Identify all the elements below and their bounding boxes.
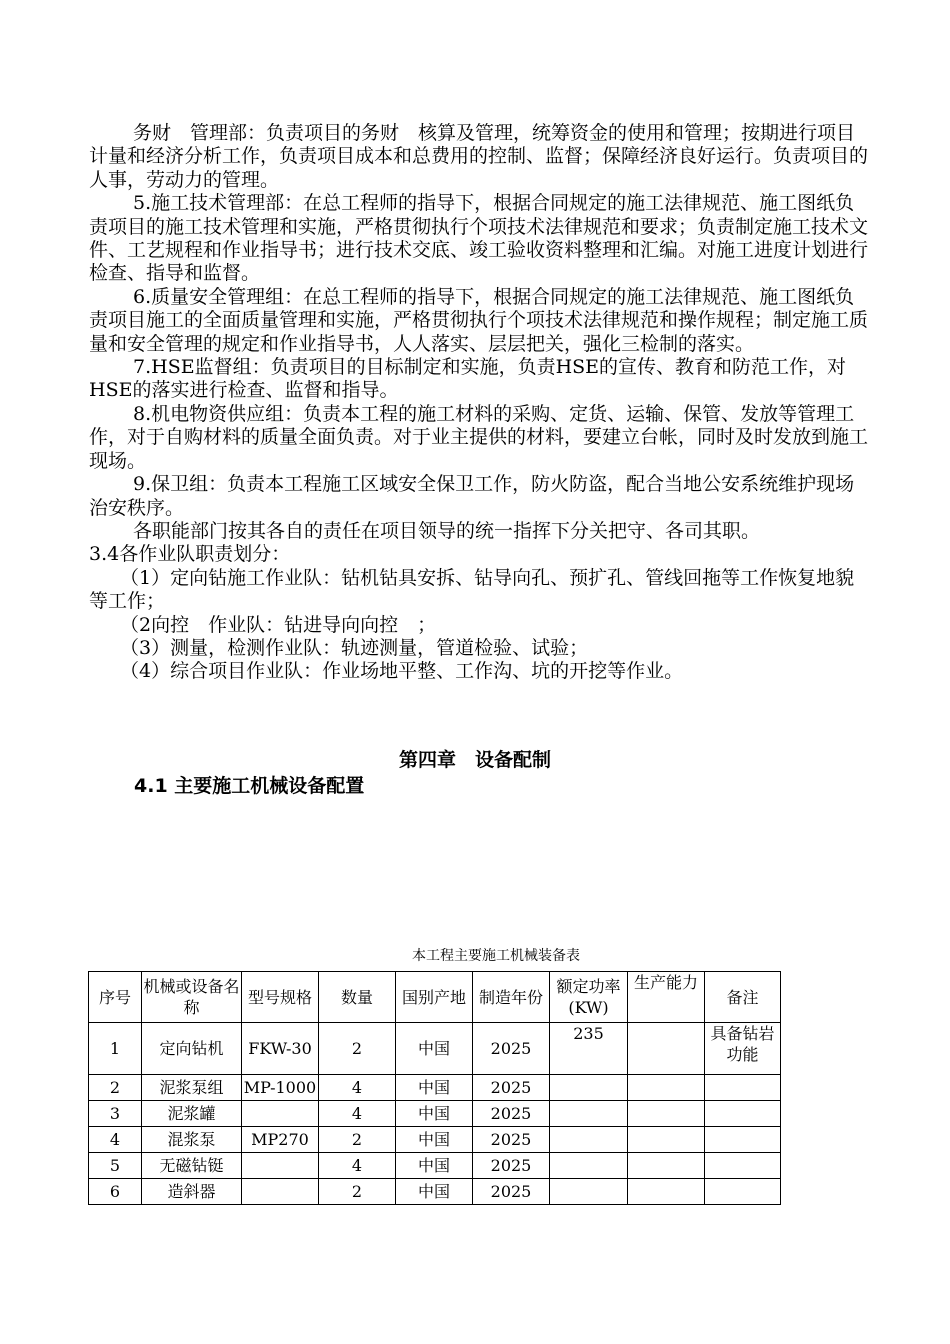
table-cell	[242, 1179, 319, 1205]
table-cell: 2025	[473, 1023, 550, 1075]
table-cell: 1	[89, 1023, 142, 1075]
table-cell	[242, 1153, 319, 1179]
table-cell: 4	[319, 1101, 396, 1127]
table-cell	[628, 1023, 705, 1075]
table-cell: 2	[319, 1127, 396, 1153]
table-cell: MP-1000	[242, 1075, 319, 1101]
table-cell: 中国	[396, 1127, 473, 1153]
equipment-table	[88, 971, 781, 1205]
paragraph-heading-3-4: 3.4各作业队职责划分：	[89, 543, 291, 566]
table-cell	[705, 1127, 781, 1153]
paragraph-summary: 各职能部门按其各自的责任在项目领导的统一指挥下分关把守、各司其职。	[133, 519, 761, 542]
paragraph-team-1: （1）定向钻施工作业队：钻机钻具安拆、钻导向孔、预扩孔、管线回拖等工作恢复地貌等工作；	[89, 566, 855, 613]
table-cell	[550, 1101, 628, 1127]
table-header-row	[89, 972, 781, 1023]
table-cell: 4	[89, 1127, 142, 1153]
table-cell: 4	[319, 1075, 396, 1101]
header-cell: 额定功率(KW)	[550, 972, 628, 1023]
table-row	[89, 1179, 781, 1205]
table-cell: MP270	[242, 1127, 319, 1153]
section-title: 4.1 主要施工机械设备配置	[134, 775, 365, 797]
table-cell: 2	[89, 1075, 142, 1101]
paragraph-team-4: （4）综合项目作业队：作业场地平整、工作沟、坑的开挖等作业。	[120, 660, 684, 683]
table-cell	[550, 1179, 628, 1205]
table-cell	[628, 1101, 705, 1127]
table-cell	[705, 1075, 781, 1101]
table-cell	[705, 1153, 781, 1179]
table-cell: 2	[319, 1179, 396, 1205]
paragraph-hse: 7.HSE监督组：负责项目的目标制定和实施，负责HSE的宣传、教育和防范工作，对HSE的落实进行检查、监督和指导。	[89, 356, 847, 402]
table-cell: 造斜器	[142, 1179, 242, 1205]
table-row	[89, 1023, 781, 1075]
table-cell: 6	[89, 1179, 142, 1205]
paragraph-tech-dept: 5.施工技术管理部：在总工程师的指导下，根据合同规定的施工法律规范、施工图纸负责项目的施工技术管理和实施，严格贯彻执行个项技术法律规范和要求；负责制定施工技术文件、工艺规程和作业指导书；进行技术交底、竣工验收资料整理和汇编。对施工进度计划进行检查、指导和监督。	[89, 192, 869, 285]
header-cell: 数量	[319, 972, 396, 1023]
table-cell: 2025	[473, 1075, 550, 1101]
table-row	[89, 1127, 781, 1153]
table-cell: 中国	[396, 1179, 473, 1205]
table-cell: 3	[89, 1101, 142, 1127]
table-cell: 泥浆罐	[142, 1101, 242, 1127]
table-cell: 中国	[396, 1101, 473, 1127]
table-cell: 定向钻机	[142, 1023, 242, 1075]
paragraph-materials: 8.机电物资供应组：负责本工程的施工材料的采购、定货、运输、保管、发放等管理工作，对于自购材料的质量全面负责。对于业主提供的材料，要建立台帐，同时及时发放到施工现场。	[89, 402, 869, 472]
table-cell	[628, 1075, 705, 1101]
paragraph-security: 9.保卫组：负责本工程施工区域安全保卫工作，防火防盗，配合当地公安系统维护现场治安秩序。	[89, 473, 855, 519]
table-cell: 2025	[473, 1179, 550, 1205]
header-cell: 序号	[89, 972, 142, 1023]
table-cell	[705, 1101, 781, 1127]
table-cell: 2	[319, 1023, 396, 1075]
table-cell: 2025	[473, 1153, 550, 1179]
table-cell	[550, 1127, 628, 1153]
paragraph-finance-dept: 务财 管理部：负责项目的务财 核算及管理，统筹资金的使用和管理；按期进行项目计量和经济分析工作，负责项目成本和总费用的控制、监督；保障经济良好运行。负责项目的人事，劳动力的管理。	[89, 122, 869, 191]
header-cell: 备注	[705, 972, 781, 1023]
table-cell	[550, 1153, 628, 1179]
table-cell: 中国	[396, 1153, 473, 1179]
paragraph-team-2: （2向控 作业队：钻进导向向控 ；	[120, 613, 437, 636]
table-row	[89, 1101, 781, 1127]
table-cell: 中国	[396, 1075, 473, 1101]
table-cell: 混浆泵	[142, 1127, 242, 1153]
paragraph-team-3: （3）测量，检测作业队：轨迹测量，管道检验、试验；	[120, 636, 589, 659]
table-cell	[628, 1179, 705, 1205]
table-cell: 2025	[473, 1127, 550, 1153]
table-row	[89, 1153, 781, 1179]
header-cell: 机械或设备名称	[142, 972, 242, 1023]
table-cell	[705, 1179, 781, 1205]
table-cell: 2025	[473, 1101, 550, 1127]
table-cell: 无磁钻铤	[142, 1153, 242, 1179]
table-cell	[550, 1075, 628, 1101]
table-cell	[628, 1153, 705, 1179]
header-cell: 生产能力	[628, 972, 705, 1023]
header-cell: 型号规格	[242, 972, 319, 1023]
table-row	[89, 1075, 781, 1101]
table-cell: 泥浆泵组	[142, 1075, 242, 1101]
table-cell	[628, 1127, 705, 1153]
table-cell: 中国	[396, 1023, 473, 1075]
table-cell	[242, 1101, 319, 1127]
table-cell: 具备钻岩功能	[705, 1023, 781, 1075]
table-cell: 235	[550, 1023, 628, 1075]
table-cell: FKW-30	[242, 1023, 319, 1075]
chapter-title: 第四章 设备配制	[398, 749, 551, 771]
header-cell: 国别产地	[396, 972, 473, 1023]
table-cell: 5	[89, 1153, 142, 1179]
header-cell: 制造年份	[473, 972, 550, 1023]
paragraph-quality-safety: 6.质量安全管理组：在总工程师的指导下，根据合同规定的施工法律规范、施工图纸负责项目施工的全面质量管理和实施，严格贯彻执行个项技术法律规范和操作规程；制定施工质量和安全管理的规定和作业指导书，人人落实、层层把关，强化三检制的落实。	[89, 285, 869, 355]
body-text	[89, 122, 869, 684]
table-cell: 4	[319, 1153, 396, 1179]
table-caption: 本工程主要施工机械装备表	[412, 948, 580, 964]
